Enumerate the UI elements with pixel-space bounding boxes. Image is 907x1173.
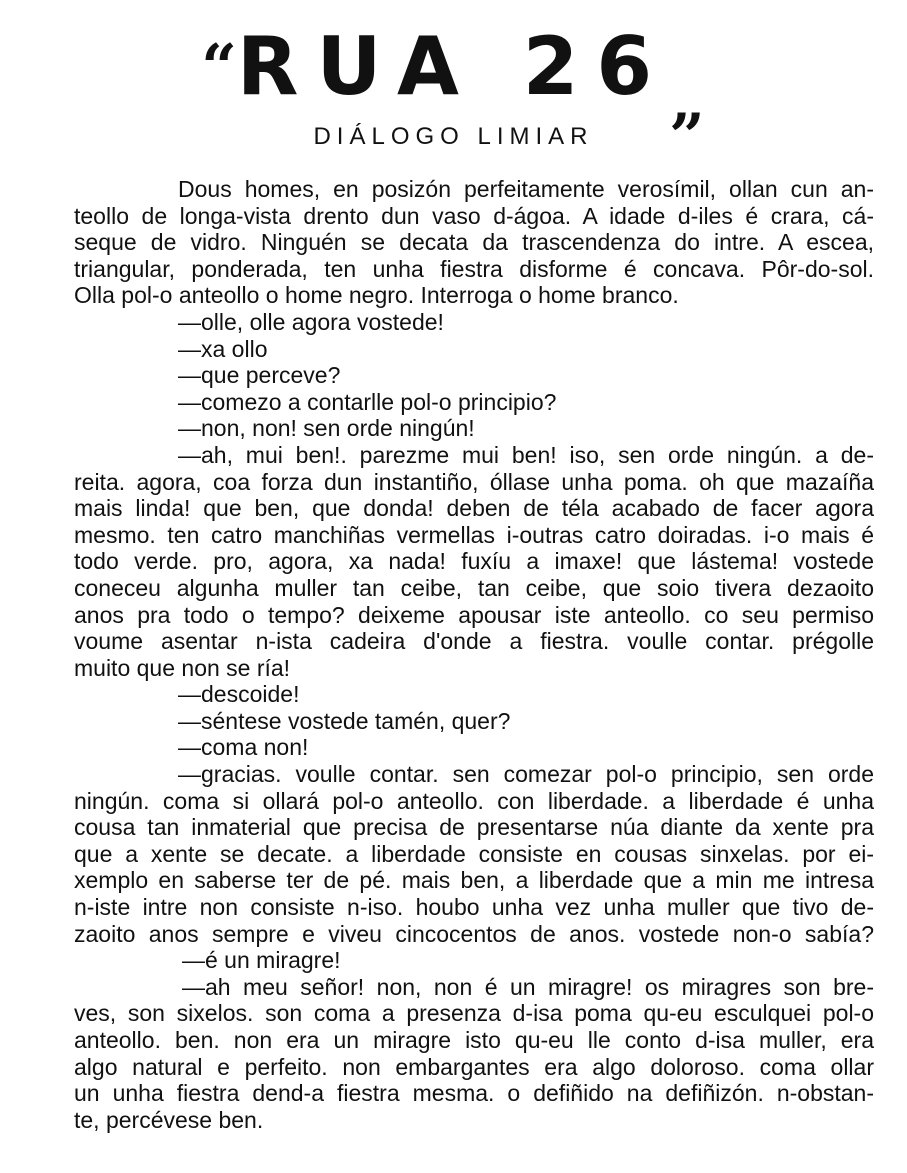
text-line: cousa tan inmaterial que precisa de presentarse núa diante da xente pra [74, 814, 874, 841]
text-line: seque de vidro. Ninguén se decata da trascendenza do intre. A escea, [74, 229, 874, 256]
text-line: que a xente se decate. a liberdade consiste en cousas sinxelas. por ei- [74, 840, 874, 867]
text-line: —ah, mui ben!. parezme mui ben! iso, sen orde ningún. a de- [178, 441, 874, 468]
text-line: un unha fiestra dend-a fiestra mesma. o defiñido na defiñizón. n-obstan- [74, 1080, 874, 1107]
text-line: teollo de longa-vista drento dun vaso d-ágoa. A idade d-iles é crara, cá- [74, 202, 874, 229]
text-line: zaoito anos sempre e viveu cincocentos de anos. vostede non-o sabía? [74, 920, 874, 947]
text-line: Dous homes, en posizón perfeitamente verosímil, ollan cun an- [178, 176, 874, 202]
text-line: reita. agora, coa forza dun instantiño, óllase unha poma. oh que mazaíña [74, 468, 874, 495]
text-line: —olle, olle agora vostede! [178, 308, 444, 335]
page-subtitle: DIÁLOGO LIMIAR [313, 123, 594, 150]
text-line: ningún. coma si ollará pol-o anteollo. con liberdade. a liberdade é unha [74, 787, 874, 814]
text-line: coneceu algunha muller tan ceibe, tan ceibe, que soio tivera dezaoito [74, 574, 874, 601]
text-line: —descoide! [178, 681, 300, 708]
text-line: anos pra todo o tempo? deixeme apousar iste anteollo. co seu permiso [74, 601, 874, 628]
text-line: te, percévese ben. [74, 1106, 264, 1133]
text-line: —que perceve? [178, 362, 341, 389]
text-line: anteollo. ben. non era un miragre isto qu-eu lle conto d-isa muller, era [74, 1027, 874, 1053]
text-line: —séntese vostede tamén, quer? [178, 707, 511, 734]
text-line: voume asentar n-ista cadeira d'onde a fiestra. voulle contar. prégolle [74, 628, 874, 655]
dialogue-text [74, 176, 874, 1133]
text-line: —non, non! sen orde ningún! [178, 415, 475, 442]
text-line: algo natural e perfeito. non embargantes era algo doloroso. coma ollar [74, 1053, 874, 1080]
text-line: ves, son sixelos. son coma a presenza d-isa poma qu-eu esculquei pol-o [74, 1000, 874, 1027]
title-close-quote: „ [670, 64, 706, 137]
text-line: —comezo a contarlle pol-o principio? [178, 388, 557, 415]
title-open-quote: “ [201, 30, 237, 103]
text-line: —xa ollo [178, 335, 268, 362]
text-line: —ah meu señor! non, non é un miragre! os miragres son bre- [182, 973, 874, 1000]
text-line: mesmo. ten catro manchiñas vermellas i-outras catro doiradas. i-o mais é [74, 521, 874, 548]
text-line: mais linda! que ben, que donda! deben de téla acabado de facer agora [74, 495, 874, 522]
text-line: —gracias. voulle contar. sen comezar pol-o principio, sen orde [178, 761, 874, 788]
text-line: —coma non! [178, 734, 309, 761]
text-line: —é un miragre! [182, 947, 341, 974]
title-text: RUA 26 [236, 20, 671, 113]
text-line: triangular, ponderada, ten unha fiestra disforme é concava. Pôr-do-sol. [74, 255, 874, 282]
text-line: todo verde. pro, agora, xa nada! fuxíu a imaxe! que lástema! vostede [74, 548, 874, 575]
text-line: n-iste intre non consiste n-iso. houbo unha vez unha muller que tivo de- [74, 894, 874, 921]
text-line: xemplo en saberse ter de pé. mais ben, a liberdade que a min me intresa [74, 867, 874, 894]
text-line: muito que non se ría! [74, 654, 291, 681]
text-line: Olla pol-o anteollo o home negro. Interroga o home branco. [74, 282, 679, 309]
